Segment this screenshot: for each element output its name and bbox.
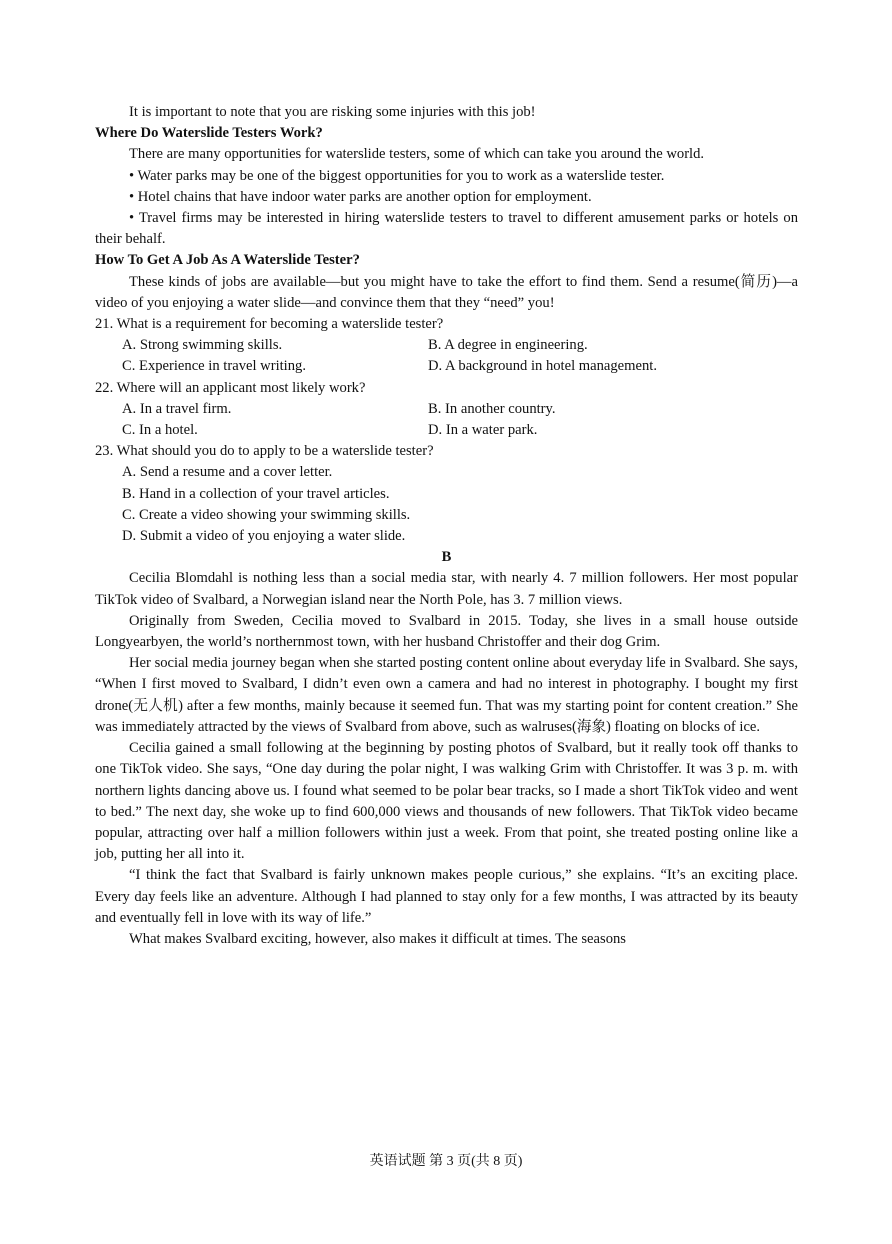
option-d: D. A background in hotel management.: [428, 358, 657, 375]
question-stem: 21. What is a requirement for becoming a waterslide tester?: [95, 316, 444, 333]
option-b: B. A degree in engineering.: [428, 337, 588, 354]
heading-how: How To Get A Job As A Waterslide Tester?: [95, 252, 360, 269]
option-a: A. In a travel firm.: [122, 400, 232, 417]
passage-b-paragraph: Cecilia Blomdahl is nothing less than a social media star, with nearly 4. 7 million followers. Her most popular TikTok video of Svalbard, a Norwegian island near the North Pole, has 3. 7 million views.: [95, 570, 798, 608]
question-23: [95, 441, 798, 547]
bullet-item: • Hotel chains that have indoor water parks are another option for employment.: [129, 188, 592, 205]
passage-b-paragraph: Her social media journey began when she started posting content online about everyday life in Svalbard. She says, “When I first moved to Svalbard, I didn’t even own a camera and had no interest in photography. I bought my first drone(无人机) after a few months, mainly because it seemed fun. That was my starting point for content creation.” She was immediately attracted by the views of Svalbard from above, such as walruses(海象) floating on blocks of ice.: [95, 655, 798, 735]
passage-b-paragraph: Cecilia gained a small following at the beginning by posting photos of Svalbard, but it really took off thanks to one TikTok video. She says, “One day during the polar night, I was walking Grim with Christoffer. It was 3 p. m. with northern lights dancing above us. I found what seemed to be polar bear tracks, so I made a short TikTok video and went to bed.” The next day, she woke up to find 600,000 views and thousands of new followers. That TikTok video became popular, attracting over half a million followers within just a week. From that point, she treated posting online like a job, putting her all into it.: [95, 740, 798, 863]
options: [95, 335, 798, 377]
passage-b-paragraph: What makes Svalbard exciting, however, also makes it difficult at times. The seasons: [129, 930, 626, 947]
options: [95, 462, 798, 547]
question-22: [95, 378, 798, 442]
passage-b-label: B: [441, 549, 452, 566]
passage-a-intro: It is important to note that you are risking some injuries with this job!: [129, 104, 536, 120]
option-d: D. In a water park.: [428, 422, 538, 439]
passage-b-paragraph: “I think the fact that Svalbard is fairly unknown makes people curious,” she explains. “It’s an exciting place. Every day feels like an adventure. Although I had planned to stay only for a few months, I was attracted by its beauty and eventually fell in love with its way of life.”: [95, 867, 798, 926]
option-c: C. In a hotel.: [122, 422, 198, 439]
option-a: A. Strong swimming skills.: [122, 337, 283, 354]
page-footer: 英语试题 第 3 页(共 8 页): [369, 1154, 523, 1169]
question-stem: 22. Where will an applicant most likely work?: [95, 379, 366, 396]
option-b: B. Hand in a collection of your travel articles.: [122, 485, 390, 502]
question-21: [95, 314, 798, 378]
bullet-item: • Travel firms may be interested in hiring waterslide testers to travel to different amusement parks or hotels on their behalf.: [95, 210, 798, 248]
option-a: A. Send a resume and a cover letter.: [122, 464, 333, 481]
passage-b-paragraph: Originally from Sweden, Cecilia moved to Svalbard in 2015. Today, she lives in a small house outside Longyearbyen, the world’s northernmost town, with her husband Christoffer and their dog Grim.: [95, 612, 798, 651]
heading-where: Where Do Waterslide Testers Work?: [95, 125, 323, 142]
option-c: C. Experience in travel writing.: [122, 358, 306, 375]
bullet-item: • Water parks may be one of the biggest opportunities for you to work as a waterslide tester.: [129, 167, 665, 184]
option-c: C. Create a video showing your swimming skills.: [122, 506, 411, 523]
question-stem: 23. What should you do to apply to be a waterslide tester?: [95, 443, 434, 460]
options: [95, 399, 798, 441]
option-b: B. In another country.: [428, 400, 556, 417]
option-d: D. Submit a video of you enjoying a water slide.: [122, 528, 406, 545]
how-paragraph: These kinds of jobs are available—but you might have to take the effort to find them. Send a resume(简历)—a video of you enjoying a water slide—and convince them that they “need” you!: [95, 273, 798, 311]
where-paragraph: There are many opportunities for waterslide testers, some of which can take you around the world.: [129, 146, 705, 163]
